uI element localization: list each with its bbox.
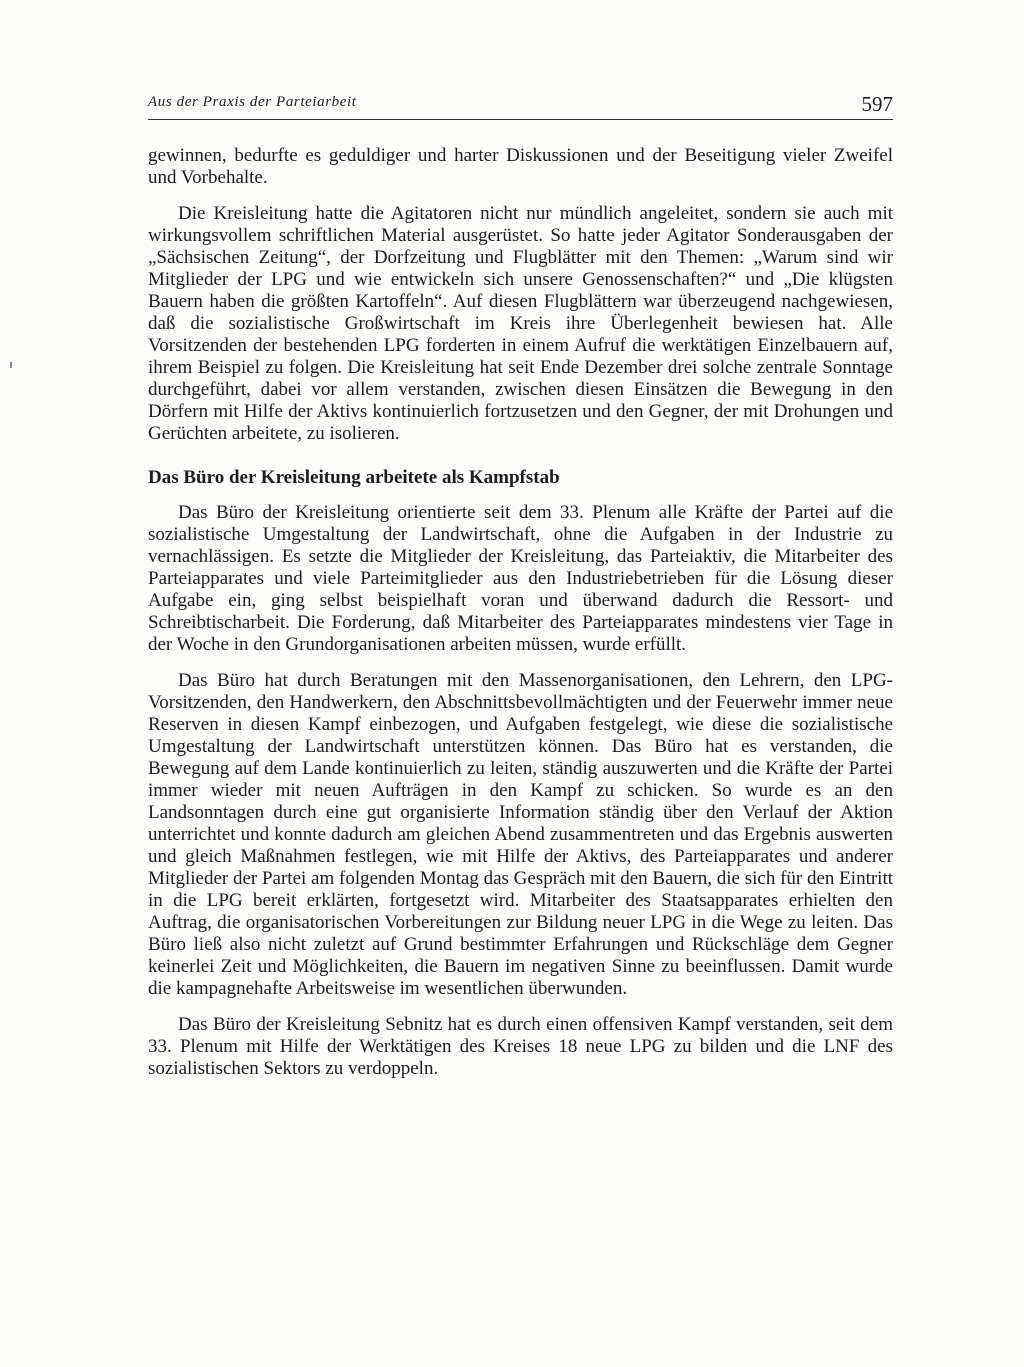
paragraph-sebnitz-result: Das Büro der Kreisleitung Sebnitz hat es durch einen offensiven Kampf verstanden, seit dem 33. Plenum mit Hilfe der Werktätigen des Kreises 18 neue LPG zu bilden und die LNF des sozialistischen Sektors zu verdoppeln.: [148, 1014, 893, 1079]
running-title: Aus der Praxis der Parteiarbeit: [148, 94, 357, 110]
paragraph-continuation: gewinnen, bedurfte es geduldiger und harter Diskussionen und der Beseitigung vieler Zweifel und Vorbehalte.: [148, 145, 893, 188]
paragraph-agitation-material: Die Kreisleitung hatte die Agitatoren nicht nur mündlich angeleitet, sondern sie auch mit wirkungsvollem schriftlichen Material ausgerüstet. So hatte jeder Agitator Sonderausgaben der „Sächsischen Zeitung“, der Dorfzeitung und Flugblätter mit den Themen: „Warum sind wir Mitglieder der LPG und wie entwickeln sich unsere Genossenschaften?“ und „Die klügsten Bauern haben die größten Kartoffeln“. Auf diesen Flugblättern war überzeugend nachgewiesen, daß die sozialistische Großwirtschaft im Kreis ihre Überlegenheit bewiesen hat. Alle Vorsitzenden der bestehenden LPG forderten in einem Aufruf die werktätigen Einzelbauern auf, ihrem Beispiel zu folgen. Die Kreisleitung hat seit Ende Dezember drei solche zentrale Sonntage durchgeführt, dabei vor allem verstanden, zwischen diesen Einsätzen die Bewegung in den Dörfern mit Hilfe der Aktivs kontinuierlich fortzusetzen und den Gegner, der mit Drohungen und Gerüchten arbeitete, zu isolieren.: [148, 203, 893, 444]
margin-speck: [10, 362, 12, 368]
section-heading: Das Büro der Kreisleitung arbeitete als Kampfstab: [148, 467, 560, 488]
running-header: [148, 92, 893, 116]
paragraph-bureau-consultations: Das Büro hat durch Beratungen mit den Massenorganisationen, den Lehrern, den LPG-Vorsitzenden, den Handwerkern, den Abschnittsbevollmächtigten und der Feuerwehr immer neue Reserven in diesen Kampf einbezogen, und Aufgaben festgelegt, wie diese die sozialistische Umgestaltung der Landwirtschaft unterstützen können. Das Büro hat es verstanden, die Bewegung auf dem Lande kontinuierlich zu leiten, ständig auszuwerten und die Kräfte der Partei immer wieder mit neuen Aufträgen in den Kampf zu schicken. So wurde es an den Landsonntagen durch eine gut organisierte Information ständig über den Verlauf der Aktion unterrichtet und konnte dadurch am gleichen Abend zusammentreten und das Ergebnis auswerten und gleich Maßnahmen festlegen, wie mit Hilfe der Aktivs, des Parteiapparates und anderer Mitglieder der Partei am folgenden Montag das Gespräch mit den Bauern, die sich für den Eintritt in die LPG bereit erklärten, fortgesetzt wird. Mitarbeiter des Staatsapparates erhielten den Auftrag, die organisatorischen Vorbereitungen zur Bildung neuer LPG in die Wege zu leiten. Das Büro ließ also nicht zuletzt auf Grund bestimmter Erfahrungen und Rückschläge dem Gegner keinerlei Zeit und Möglichkeiten, die Bauern im negativen Sinne zu beeinflussen. Damit wurde die kampagnehafte Arbeitsweise im wesentlichen überwunden.: [148, 670, 894, 999]
body-text: [148, 145, 893, 1094]
paragraph-bureau-orientation: Das Büro der Kreisleitung orientierte seit dem 33. Plenum alle Kräfte der Partei auf die sozialistische Umgestaltung der Landwirtschaft, ohne die Aufgaben in der Industrie zu vernachlässigen. Es setzte die Mitglieder der Kreisleitung, das Parteiaktiv, die Mitarbeiter des Parteiapparates und viele Parteimitglieder aus den Industriebetrieben für die Lösung dieser Aufgabe ein, ging selbst beispielhaft voran und überwand dadurch die Ressort- und Schreibtischarbeit. Die Forderung, daß Mitarbeiter des Parteiapparates mindestens vier Tage in der Woche in den Grundorganisationen arbeiten müssen, wurde erfüllt.: [148, 502, 893, 655]
header-rule: [148, 119, 893, 120]
page-number: 597: [861, 92, 893, 116]
